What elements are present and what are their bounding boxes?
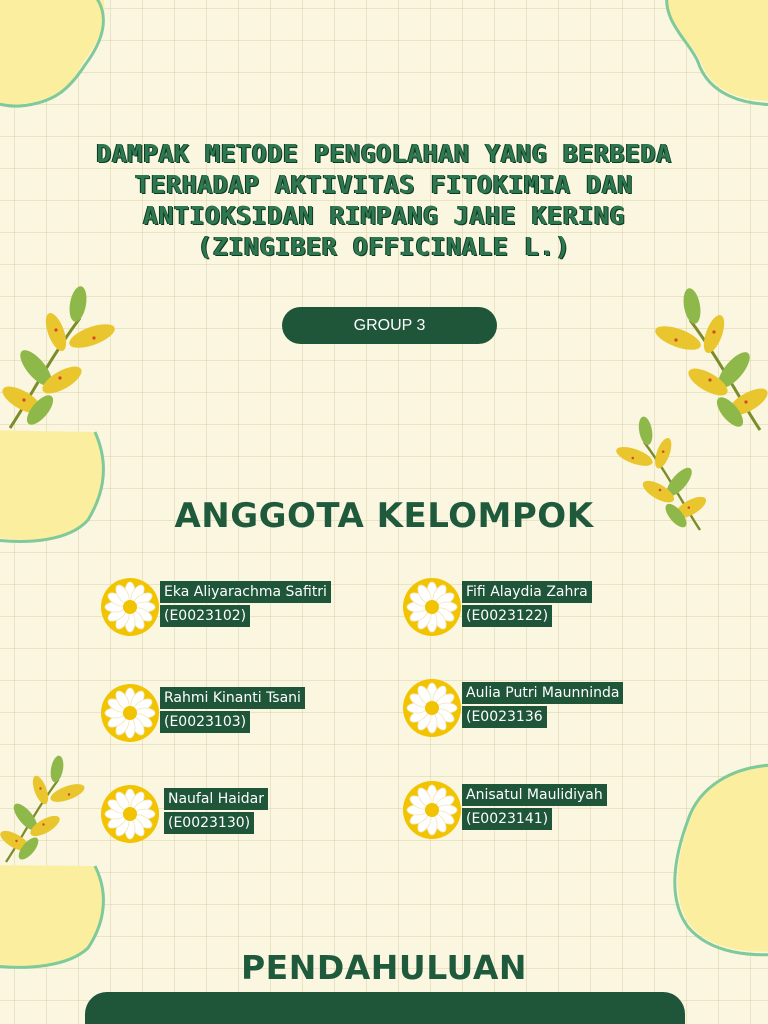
member-id: (E0023103)	[160, 711, 250, 733]
member-card	[402, 575, 662, 639]
intro-heading: PENDAHULUAN	[241, 948, 527, 987]
member-id: (E0023136	[462, 706, 547, 728]
member-card	[100, 782, 360, 846]
group-badge: GROUP 3	[282, 307, 497, 344]
member-name: Rahmi Kinanti Tsani	[160, 687, 305, 709]
member-name: Aulia Putri Maunninda	[462, 682, 623, 704]
member-name: Anisatul Maulidiyah	[462, 784, 607, 806]
member-card	[402, 778, 662, 842]
flower-icon	[100, 784, 160, 844]
member-name: Eka Aliyarachma Safitri	[160, 581, 331, 603]
member-id: (E0023141)	[462, 808, 552, 830]
leaf-branch-icon	[0, 285, 118, 429]
member-id: (E0023130)	[164, 812, 254, 834]
flower-icon	[402, 678, 462, 738]
leaf-branch-icon	[0, 755, 87, 863]
member-card	[100, 575, 360, 639]
member-card	[100, 681, 360, 745]
members-heading: ANGGOTA KELOMPOK	[174, 496, 594, 536]
flower-icon	[402, 577, 462, 637]
member-id: (E0023102)	[160, 605, 250, 627]
content-panel	[85, 992, 685, 1024]
member-card	[402, 676, 662, 740]
leaf-branch-icon	[652, 287, 768, 431]
document-title: DAMPAK METODE PENGOLAHAN YANG BERBEDA TERHADAP AKTIVITAS FITOKIMIA DAN ANTIOKSIDAN RIMPANG JAHE KERING (ZINGIBER OFFICINALE L.)	[96, 139, 672, 261]
member-id: (E0023122)	[462, 605, 552, 627]
flower-icon	[402, 780, 462, 840]
member-name: Fifi Alaydia Zahra	[462, 581, 592, 603]
flower-icon	[100, 683, 160, 743]
member-name: Naufal Haidar	[164, 788, 268, 810]
flower-icon	[100, 577, 160, 637]
